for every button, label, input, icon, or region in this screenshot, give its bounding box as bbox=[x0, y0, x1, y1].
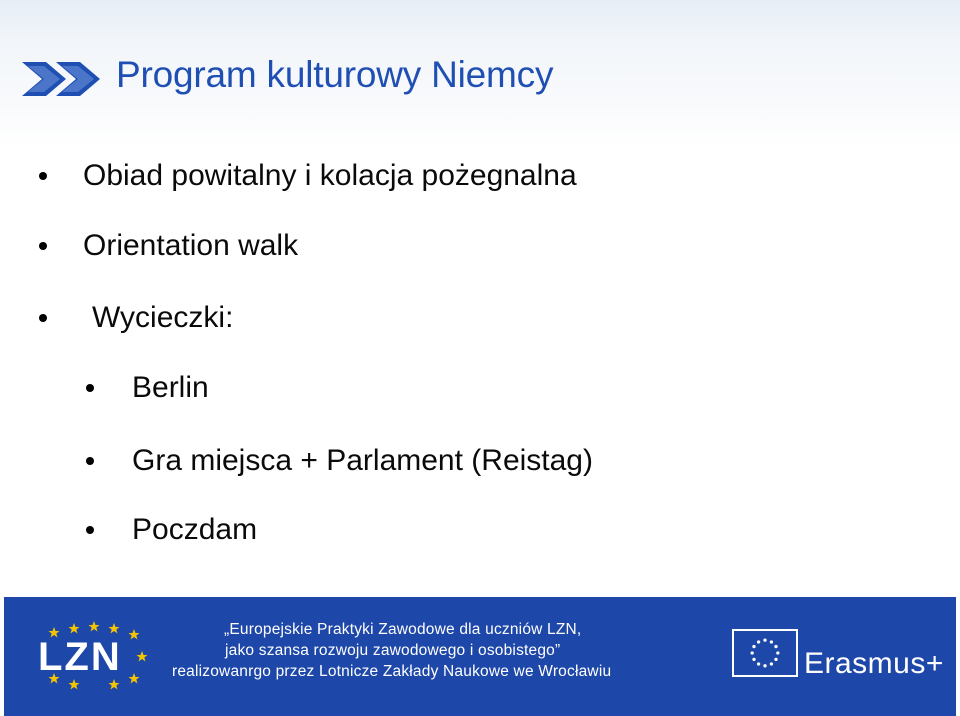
lzn-logo bbox=[34, 621, 154, 693]
bullet-dot-icon bbox=[39, 172, 47, 180]
bullet-dot-icon bbox=[39, 242, 47, 250]
footer-line: jako szansa rozwoju zawodowego i osobistego” bbox=[225, 642, 561, 659]
sub-bullet-item: Poczdam bbox=[132, 513, 258, 546]
sub-bullet-dot-icon bbox=[86, 384, 94, 392]
footer-line: realizowanrgo przez Lotnicze Zakłady Naukowe we Wrocławiu bbox=[172, 663, 612, 680]
double-chevron-icon bbox=[22, 60, 108, 98]
header-band bbox=[0, 0, 960, 150]
header-shade bbox=[0, 0, 960, 40]
sub-bullet-item: Gra miejsca + Parlament (Reistag) bbox=[132, 444, 593, 477]
footer-line: „Europejskie Praktyki Zawodowe dla uczniów LZN, bbox=[224, 621, 582, 638]
sub-bullet-dot-icon bbox=[86, 457, 94, 465]
footer-banner bbox=[4, 597, 956, 716]
lzn-logo-text: LZN bbox=[38, 635, 122, 679]
bullet-item: Orientation walk bbox=[83, 229, 299, 262]
bullet-item: Obiad powitalny i kolacja pożegnalna bbox=[83, 159, 577, 192]
sub-bullet-item: Berlin bbox=[132, 371, 209, 404]
bullet-item: Wycieczki: bbox=[92, 301, 234, 334]
sub-bullet-dot-icon bbox=[86, 526, 94, 534]
erasmus-logo: Erasmus+ bbox=[804, 647, 944, 680]
eu-flag-icon bbox=[732, 629, 798, 677]
slide-title: Program kulturowy Niemcy bbox=[116, 54, 554, 95]
bullet-dot-icon bbox=[39, 314, 47, 322]
